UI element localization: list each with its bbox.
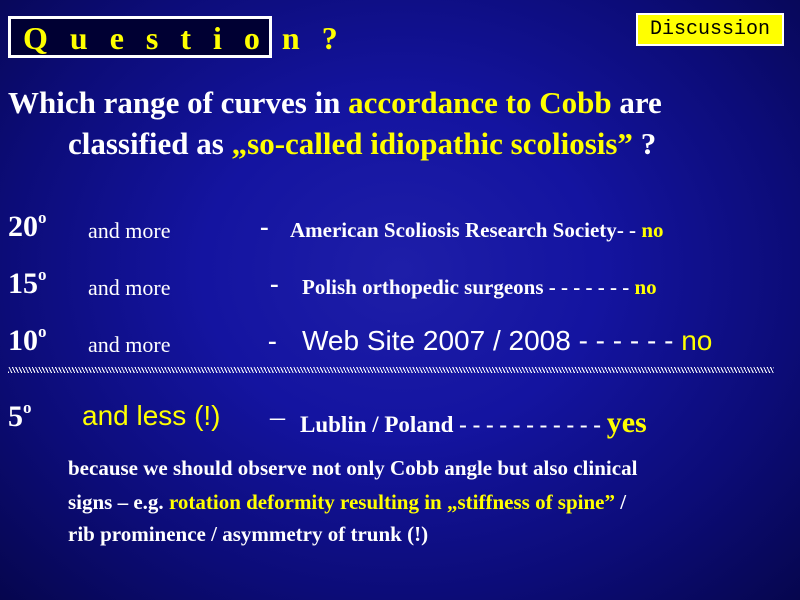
answer-no: no [634, 275, 657, 299]
question-highlight-scoliosis: „so-called idiopathic scoliosis” [231, 126, 633, 161]
question-line-2 [68, 126, 656, 162]
explanation-highlight: rotation deformity resulting in „stiffness of spine” [168, 490, 615, 514]
range-label-less: and less (!) [82, 400, 221, 431]
question-text: are [611, 85, 662, 120]
source-label: Web Site 2007 / 2008 - - - - - - no [302, 325, 713, 356]
explanation-line-3: rib prominence / asymmetry of trunk (!) [68, 522, 429, 546]
discussion-badge: Discussion [636, 13, 784, 46]
dash-separator: – [270, 400, 285, 433]
source-label: Lublin / Poland - - - - - - - - - - - yes [300, 406, 647, 439]
explanation-line-1: because we should observe not only Cobb angle but also clinical [68, 456, 638, 480]
answer-no: no [681, 325, 713, 356]
question-text: ? [632, 126, 657, 161]
range-label: and more [88, 332, 171, 357]
degree-value: 5$^o$ [8, 398, 32, 433]
question-highlight-cobb: accordance to Cobb [348, 85, 612, 120]
answer-yes: yes [606, 406, 647, 439]
explanation-line-2: signs – e.g. rotation deformity resulting in „stiffness of spine” / [68, 490, 627, 514]
range-label: and more [88, 218, 171, 243]
dash-separator: - [268, 326, 277, 355]
answer-no: no [641, 218, 664, 242]
source-label: Polish orthopedic surgeons - - - - - - - no [302, 275, 657, 299]
question-text: Which range of curves in [8, 85, 349, 120]
question-text: classified as [68, 126, 232, 161]
divider-line [8, 367, 774, 373]
question-line-1 [8, 85, 662, 121]
slide-title: Q u e s t i o n ? [8, 16, 272, 58]
source-label: American Scoliosis Research Society- - no [290, 218, 664, 242]
degree-value: 10$^o$ [8, 322, 47, 357]
degree-value: 20$^o$ [8, 208, 47, 243]
dash-separator: - [270, 269, 279, 298]
dash-separator: - [260, 212, 269, 241]
degree-value: 15$^o$ [8, 265, 47, 300]
range-label: and more [88, 275, 171, 300]
